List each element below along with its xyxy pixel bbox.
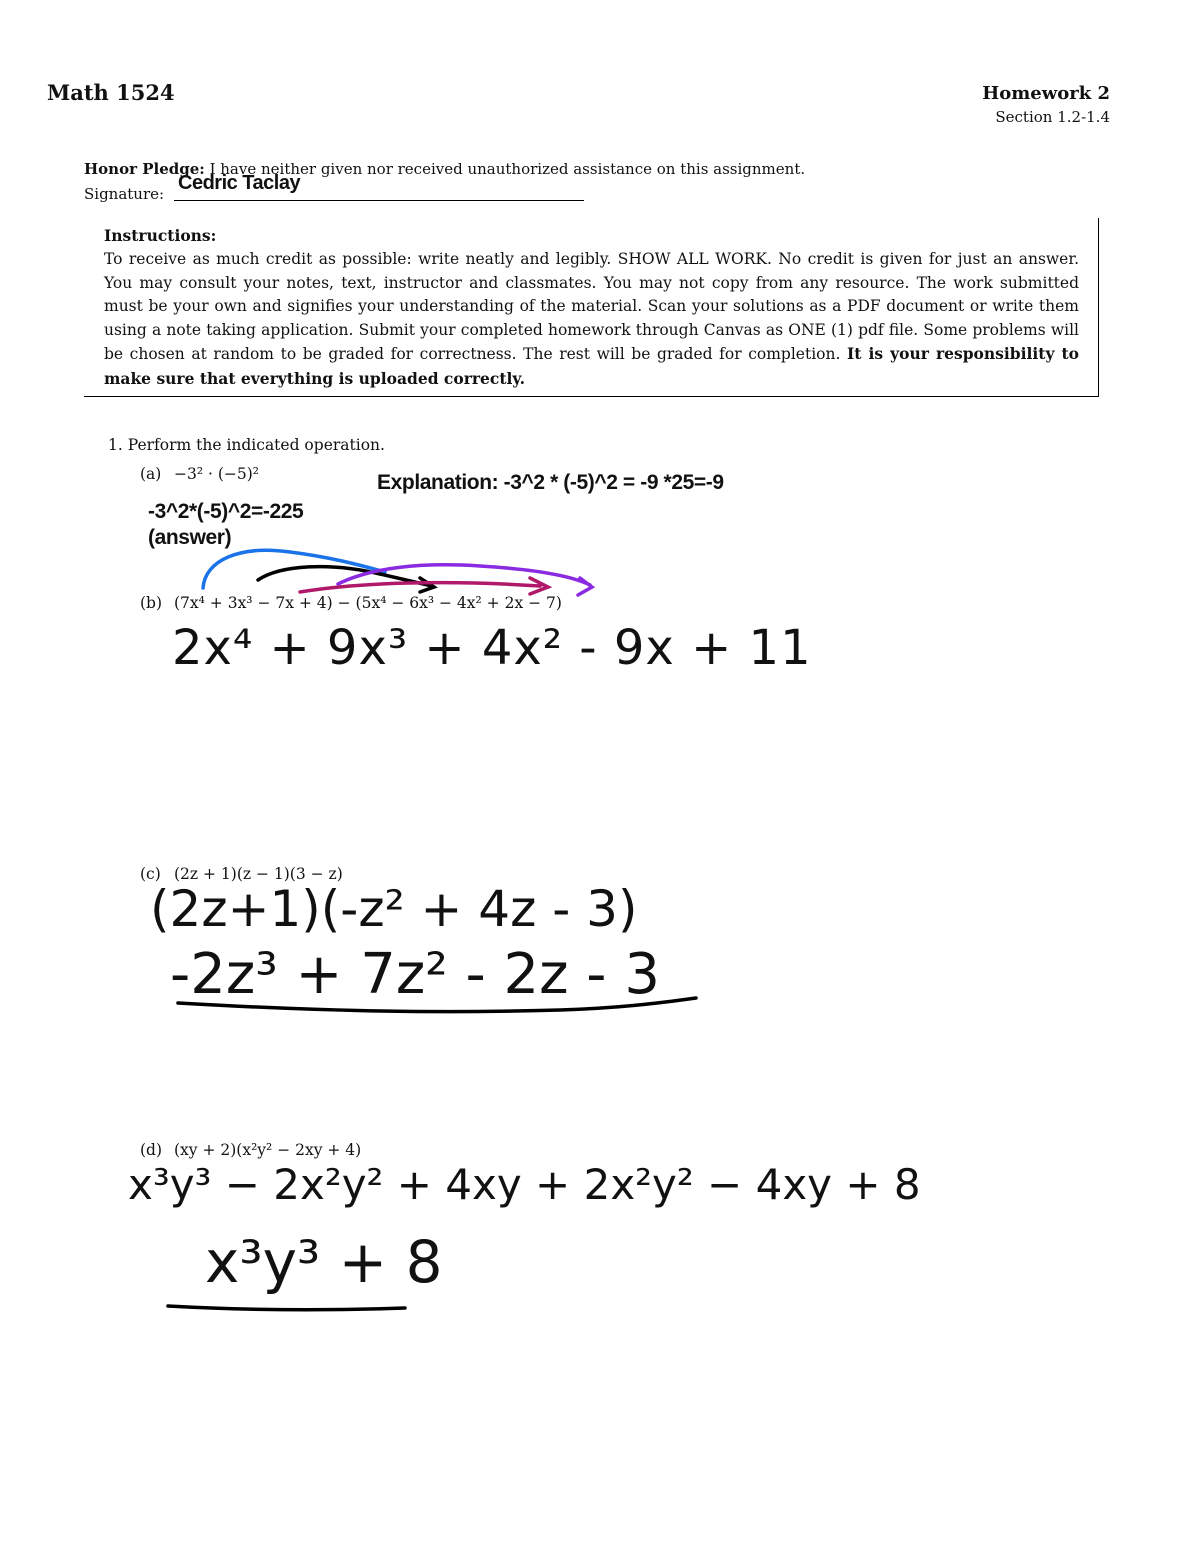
problem-1-prompt: 1. Perform the indicated operation.: [108, 436, 385, 454]
part-b-expression: (7x⁴ + 3x³ − 7x + 4) − (5x⁴ − 6x³ − 4x² + 2x − 7): [174, 594, 562, 612]
part-c-handwritten-step: (2z+1)(-z² + 4z - 3): [150, 880, 638, 938]
part-a-answer: -3^2*(-5)^2=-225: [148, 500, 304, 523]
part-d-label: (d): [140, 1141, 163, 1159]
part-d-underline: [168, 1306, 405, 1310]
section-range: Section 1.2-1.4: [995, 108, 1110, 126]
course-title: Math 1524: [47, 80, 175, 105]
part-d-handwritten-answer: x³y³ + 8: [205, 1228, 443, 1296]
part-a-expression: −3² · (−5)²: [174, 465, 260, 483]
part-b-label: (b): [140, 594, 163, 612]
purple-arrow-stroke: [338, 565, 592, 595]
part-b-handwritten-answer: 2x⁴ + 9x³ + 4x² - 9x + 11: [172, 620, 812, 676]
pledge-label: Honor Pledge:: [84, 160, 205, 178]
signature-label: Signature:: [84, 185, 165, 203]
part-c-underline: [178, 998, 696, 1012]
instructions-text: To receive as much credit as possible: write neatly and legibly. SHOW ALL WORK. No credit is given for just an answer. You may consult your notes, text, instructor and classmates. You may not copy from any resource. The work submitted must be your own and signifies your understanding of the material. Scan your solutions as a PDF document or write them using a note taking application. Submit your completed homework through Canvas as ONE (1) pdf file. Some problems will be chosen at random to be graded for correctness. The rest will be graded for completion.: [104, 250, 1079, 363]
instructions-title: Instructions:: [104, 226, 217, 245]
part-c-handwritten-answer: -2z³ + 7z² - 2z - 3: [170, 942, 660, 1007]
pledge-text: I have neither given nor received unauthorized assistance on this assignment.: [204, 160, 806, 178]
part-a-answer-note: (answer): [148, 526, 232, 549]
part-c-label: (c): [140, 865, 161, 883]
signature-name: Cedric Taclay: [178, 172, 301, 194]
homework-title: Homework 2: [982, 83, 1110, 104]
part-d-handwritten-step: x³y³ − 2x²y² + 4xy + 2x²y² − 4xy + 8: [128, 1160, 921, 1209]
instructions-emphasis: It is your responsibility to make sure that everything is uploaded correctly.: [104, 344, 1080, 388]
part-c-expression: (2z + 1)(z − 1)(3 − z): [174, 865, 343, 883]
part-a-label: (a): [140, 465, 162, 483]
part-d-expression: (xy + 2)(x²y² − 2xy + 4): [174, 1141, 362, 1159]
part-a-explanation: Explanation: -3^2 * (-5)^2 = -9 *25=-9: [377, 471, 724, 494]
